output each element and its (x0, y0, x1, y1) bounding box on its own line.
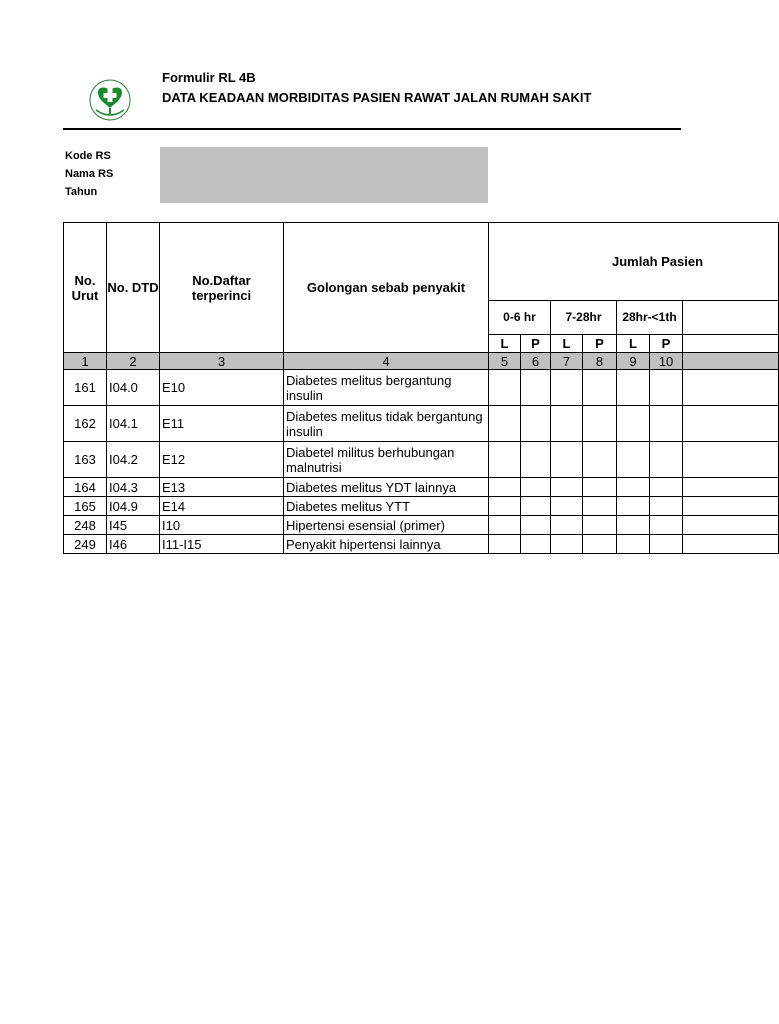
cell-no-dtd: I04.3 (107, 478, 160, 497)
data-cell[interactable] (521, 535, 551, 554)
table-row (64, 535, 779, 554)
data-cell[interactable] (521, 516, 551, 535)
form-title: Formulir RL 4B (162, 70, 256, 85)
column-number: 6 (521, 353, 551, 370)
cell-no-urut: 161 (64, 370, 107, 406)
column-number-row (64, 353, 779, 370)
table-row (64, 516, 779, 535)
header-divider (63, 128, 681, 130)
morbidity-table (63, 222, 779, 554)
column-number: 3 (160, 353, 284, 370)
data-cell[interactable] (617, 535, 650, 554)
tahun-label: Tahun (65, 186, 98, 198)
column-number: 2 (107, 353, 160, 370)
data-cell[interactable] (489, 497, 521, 516)
data-cell[interactable] (583, 516, 617, 535)
cell-no-urut: 249 (64, 535, 107, 554)
data-cell[interactable] (617, 497, 650, 516)
column-number: 7 (551, 353, 583, 370)
cell-no-dtd: I04.2 (107, 442, 160, 478)
table-row (64, 478, 779, 497)
data-cell[interactable] (521, 478, 551, 497)
data-cell[interactable] (617, 370, 650, 406)
cell-golongan: Diabetes melitus bergantung insulin (284, 370, 489, 406)
gender-l: L (551, 335, 583, 353)
gender-l: L (617, 335, 650, 353)
data-cell[interactable] (583, 497, 617, 516)
cell-golongan: Diabetes melitus YDT lainnya (284, 478, 489, 497)
age-group-next (683, 301, 779, 335)
cell-no-dtd: I04.9 (107, 497, 160, 516)
data-cell[interactable] (551, 516, 583, 535)
cell-no-urut: 163 (64, 442, 107, 478)
data-cell[interactable] (583, 535, 617, 554)
data-cell[interactable] (489, 442, 521, 478)
column-number: 1 (64, 353, 107, 370)
data-cell[interactable] (489, 478, 521, 497)
data-cell[interactable] (617, 516, 650, 535)
cell-no-daftar: E10 (160, 370, 284, 406)
column-number (683, 353, 779, 370)
column-number: 10 (650, 353, 683, 370)
data-cell[interactable] (683, 478, 779, 497)
gender-next (683, 335, 779, 353)
cell-no-dtd: I46 (107, 535, 160, 554)
data-cell[interactable] (617, 442, 650, 478)
data-cell[interactable] (683, 442, 779, 478)
cell-golongan: Penyakit hipertensi lainnya (284, 535, 489, 554)
cell-no-daftar: E13 (160, 478, 284, 497)
data-cell[interactable] (650, 478, 683, 497)
data-cell[interactable] (521, 370, 551, 406)
data-cell[interactable] (489, 406, 521, 442)
column-number: 8 (583, 353, 617, 370)
age-group-0-6hr: 0-6 hr (489, 301, 551, 335)
data-cell[interactable] (683, 406, 779, 442)
header-no-daftar: No.Daftar terperinci (160, 223, 284, 353)
header-no-dtd: No. DTD (107, 223, 160, 353)
data-cell[interactable] (489, 535, 521, 554)
age-group-7-28hr: 7-28hr (551, 301, 617, 335)
cell-no-urut: 165 (64, 497, 107, 516)
column-number: 5 (489, 353, 521, 370)
data-cell[interactable] (583, 406, 617, 442)
data-cell[interactable] (521, 442, 551, 478)
data-cell[interactable] (551, 406, 583, 442)
nama-rs-label: Nama RS (65, 168, 114, 180)
table-row (64, 497, 779, 516)
data-cell[interactable] (551, 442, 583, 478)
data-cell[interactable] (650, 370, 683, 406)
cell-golongan: Diabetes melitus YTT (284, 497, 489, 516)
hospital-info-field[interactable] (160, 147, 488, 203)
cell-golongan: Diabetes melitus tidak bergantung insulin (284, 406, 489, 442)
data-cell[interactable] (583, 478, 617, 497)
data-cell[interactable] (650, 497, 683, 516)
table-row (64, 370, 779, 406)
header-golongan: Golongan sebab penyakit (284, 223, 489, 353)
cell-no-urut: 162 (64, 406, 107, 442)
column-number: 9 (617, 353, 650, 370)
cell-no-dtd: I04.1 (107, 406, 160, 442)
data-cell[interactable] (521, 497, 551, 516)
gender-p: P (650, 335, 683, 353)
cell-golongan: Hipertensi esensial (primer) (284, 516, 489, 535)
cell-no-daftar: I10 (160, 516, 284, 535)
data-cell[interactable] (583, 442, 617, 478)
cell-no-dtd: I04.0 (107, 370, 160, 406)
table-row (64, 442, 779, 478)
data-cell[interactable] (551, 478, 583, 497)
data-cell[interactable] (489, 516, 521, 535)
cell-no-daftar: I11-I15 (160, 535, 284, 554)
cell-golongan: Diabetel militus berhubungan malnutrisi (284, 442, 489, 478)
cell-no-daftar: E11 (160, 406, 284, 442)
data-cell[interactable] (521, 406, 551, 442)
data-cell[interactable] (683, 370, 779, 406)
data-cell[interactable] (683, 497, 779, 516)
age-group-28hr-1th: 28hr-<1th (617, 301, 683, 335)
cell-no-urut: 164 (64, 478, 107, 497)
data-cell[interactable] (617, 406, 650, 442)
data-cell[interactable] (551, 535, 583, 554)
header-jumlah-pasien: Jumlah Pasien (489, 223, 779, 301)
data-cell[interactable] (551, 370, 583, 406)
data-cell[interactable] (650, 406, 683, 442)
form-subtitle: DATA KEADAAN MORBIDITAS PASIEN RAWAT JALAN RUMAH SAKIT (162, 90, 592, 105)
data-cell[interactable] (683, 516, 779, 535)
data-cell[interactable] (683, 535, 779, 554)
gender-l: L (489, 335, 521, 353)
cell-no-daftar: E14 (160, 497, 284, 516)
cell-no-urut: 248 (64, 516, 107, 535)
column-number: 4 (284, 353, 489, 370)
header-no-urut: No. Urut (64, 223, 107, 353)
kode-rs-label: Kode RS (65, 150, 111, 162)
data-cell[interactable] (583, 370, 617, 406)
cell-no-dtd: I45 (107, 516, 160, 535)
gender-p: P (583, 335, 617, 353)
data-cell[interactable] (650, 442, 683, 478)
gender-p: P (521, 335, 551, 353)
data-cell[interactable] (650, 535, 683, 554)
cell-no-daftar: E12 (160, 442, 284, 478)
data-cell[interactable] (489, 370, 521, 406)
data-cell[interactable] (617, 478, 650, 497)
bakti-husada-logo-icon (88, 78, 132, 122)
data-cell[interactable] (551, 497, 583, 516)
data-cell[interactable] (650, 516, 683, 535)
morbidity-table-viewport[interactable] (63, 222, 704, 562)
table-row (64, 406, 779, 442)
